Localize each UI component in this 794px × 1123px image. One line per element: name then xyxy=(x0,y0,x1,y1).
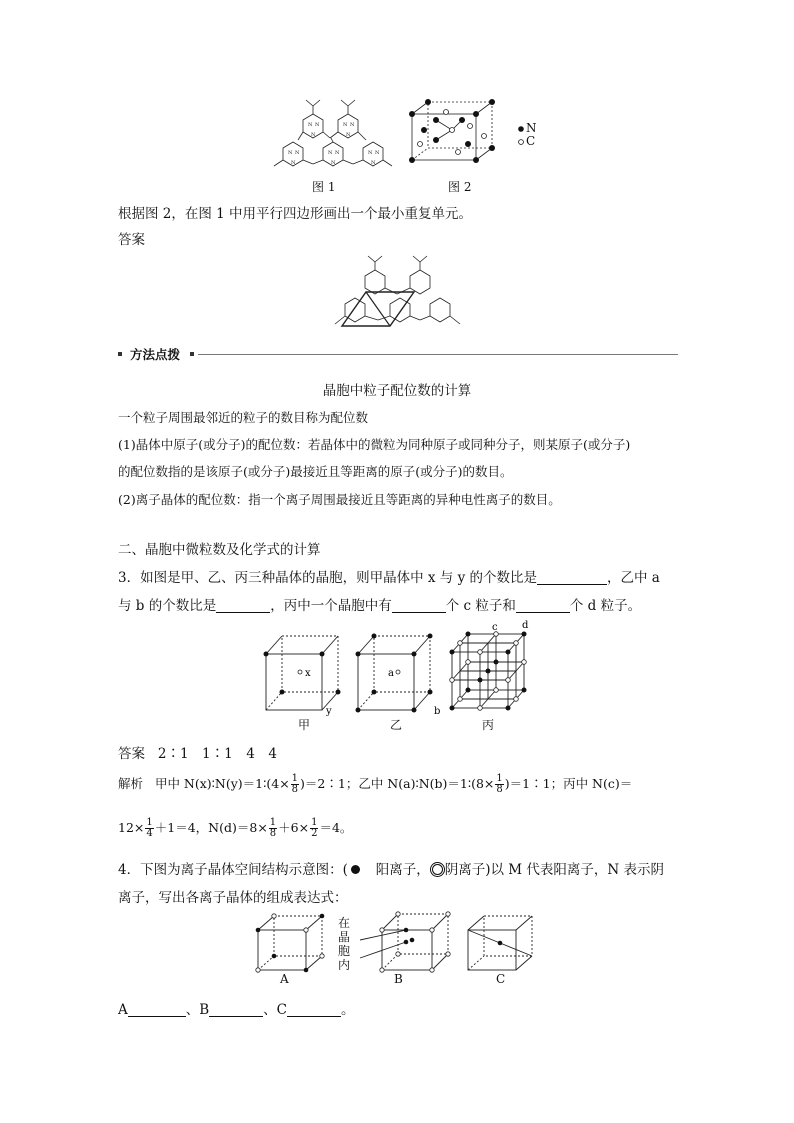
method-header: 方法点拨 xyxy=(130,347,181,362)
analysis-text: 甲中 N(x)∶N(y)＝1∶(4× xyxy=(154,776,290,791)
svg-text:N: N xyxy=(328,150,333,156)
fraction: $\frac{1}{8}$ xyxy=(291,773,299,795)
label-c: c xyxy=(492,622,498,633)
figure-2-cell xyxy=(406,100,502,172)
svg-text:N: N xyxy=(335,150,340,156)
answer-label: 答案 xyxy=(118,746,145,762)
method-line-1: 一个粒子周围最邻近的粒子的数目称为配位数 xyxy=(118,410,369,425)
svg-text:N: N xyxy=(371,160,376,166)
svg-text:N: N xyxy=(375,150,380,156)
label-y: y xyxy=(326,706,332,717)
figure-1-structure xyxy=(268,96,406,176)
section-2-heading: 二、晶胞中微粒数及化学式的计算 xyxy=(118,542,321,558)
method-line-3: 的配位数指的是该原子(或分子)最接近且等距离的原子(或分子)的数目。 xyxy=(118,464,513,479)
label-b: b xyxy=(434,706,441,717)
analysis-text: ＝4。 xyxy=(319,820,353,835)
cell-yi xyxy=(354,632,444,717)
analysis-text: 12× xyxy=(118,820,145,835)
q4-line-1 xyxy=(118,858,664,878)
fraction: $\frac{1}{4}$ xyxy=(146,817,153,839)
svg-text:N: N xyxy=(295,150,300,156)
fraction: $\frac{1}{8}$ xyxy=(269,817,277,839)
cell-jia xyxy=(262,632,342,717)
label-d: d xyxy=(522,620,529,631)
answer-blank[interactable] xyxy=(216,598,270,613)
q3-analysis-line-1 xyxy=(118,774,632,795)
q4-text: 、C xyxy=(263,1002,288,1018)
caption-a: A xyxy=(280,972,289,986)
answer-blank-b[interactable] xyxy=(209,1002,263,1017)
fraction: $\frac{1}{8}$ xyxy=(496,773,503,795)
figure-2-caption: 图 2 xyxy=(448,180,472,194)
svg-text:N: N xyxy=(311,132,316,138)
caption-b: B xyxy=(394,972,403,986)
svg-text:N: N xyxy=(343,122,348,128)
q4-text: 4．下图为离子晶体空间结构示意图：( xyxy=(118,862,348,878)
q-prev-answer-label: 答案 xyxy=(118,232,145,248)
q3-line-2 xyxy=(118,594,641,614)
caption-c: C xyxy=(496,972,506,986)
bullet-square-icon xyxy=(118,352,122,356)
q3-text: 3．如图是甲、乙、丙三种晶体的晶胞，则甲晶体中 x 与 y 的个数比是 xyxy=(118,570,537,586)
svg-text:N: N xyxy=(315,122,320,128)
svg-text:N: N xyxy=(350,122,355,128)
analysis-text: )＝2∶1；乙中 N(a)∶N(b)＝1∶(8× xyxy=(300,776,495,791)
q3-text: 个 d 粒子。 xyxy=(569,598,642,614)
answer-text: 2∶1 1∶1 4 4 xyxy=(157,746,277,762)
cell-a xyxy=(254,912,328,974)
answer-blank[interactable] xyxy=(537,570,607,585)
q3-text: ，乙中 a xyxy=(607,570,660,586)
legend-c: C xyxy=(526,134,536,148)
analysis-text: ＋6× xyxy=(278,820,310,835)
q4-text: 、B xyxy=(185,1002,210,1018)
svg-text:N: N xyxy=(346,132,351,138)
method-line-4: (2)离子晶体的配位数：指一个离子周围最接近且等距离的异种电性离子的数目。 xyxy=(118,492,561,507)
q4-answers xyxy=(118,998,355,1018)
q4-line-2: 离子，写出各离子晶体的组成表达式： xyxy=(118,890,348,906)
divider-rule xyxy=(198,354,678,355)
svg-text:N: N xyxy=(368,150,373,156)
hollow-dot-icon xyxy=(432,864,443,875)
answer-blank[interactable] xyxy=(392,598,446,613)
method-title: 晶胞中粒子配位数的计算 xyxy=(322,383,472,399)
q3-text: 个 c 粒子和 xyxy=(445,598,516,614)
q-prev-prompt: 根据图 2，在图 1 中用平行四边形画出一个最小重复单元。 xyxy=(118,206,473,222)
figure-1-caption: 图 1 xyxy=(312,180,336,194)
legend-n: N xyxy=(526,121,537,135)
caption-yi: 乙 xyxy=(390,718,403,732)
q3-line-1 xyxy=(118,566,660,586)
svg-text:N: N xyxy=(331,160,336,166)
q4-text: A xyxy=(118,1002,128,1018)
answer-blank-a[interactable] xyxy=(128,1002,186,1017)
q3-analysis-line-2 xyxy=(118,818,352,839)
analysis-text: )＝1∶1；丙中 N(c)＝ xyxy=(504,776,633,791)
cell-c xyxy=(464,912,538,974)
caption-jia: 甲 xyxy=(298,718,311,732)
q3-answer xyxy=(118,742,277,762)
q4-text: 阴离子)以 M 代表阳离子，N 表示阴 xyxy=(444,862,665,878)
method-line-2: (1)晶体中原子(或分子)的配位数：若晶体中的微粒为同种原子或同种分子，则某原子(或分子) xyxy=(118,437,631,452)
svg-text:N: N xyxy=(308,122,313,128)
answer-figure xyxy=(330,252,470,332)
method-header-bar xyxy=(118,347,678,361)
analysis-text: ＋1＝4，N(d)＝8× xyxy=(154,820,268,835)
q3-text: 与 b 的个数比是 xyxy=(118,598,217,614)
caption-bing: 丙 xyxy=(482,718,495,732)
fraction: $\frac{1}{2}$ xyxy=(311,817,318,839)
cell-b xyxy=(360,910,450,976)
q4-text: 。 xyxy=(341,1002,355,1018)
answer-blank[interactable] xyxy=(516,598,570,613)
legend-c-icon xyxy=(518,139,524,145)
analysis-label: 解析 xyxy=(118,776,144,791)
bullet-square-icon xyxy=(190,352,194,356)
in-cell-label: 在晶胞内 xyxy=(338,916,351,972)
q3-text: ，丙中一个晶胞中有 xyxy=(270,598,392,614)
label-a: a xyxy=(388,668,394,679)
svg-text:N: N xyxy=(291,160,296,166)
legend-n-icon xyxy=(518,126,524,132)
answer-blank-c[interactable] xyxy=(287,1002,341,1017)
svg-text:N: N xyxy=(288,150,293,156)
label-x: x xyxy=(305,668,311,679)
cell-bing xyxy=(448,620,538,714)
filled-dot-icon xyxy=(351,865,360,874)
q4-text: 阳离子， xyxy=(375,862,430,878)
